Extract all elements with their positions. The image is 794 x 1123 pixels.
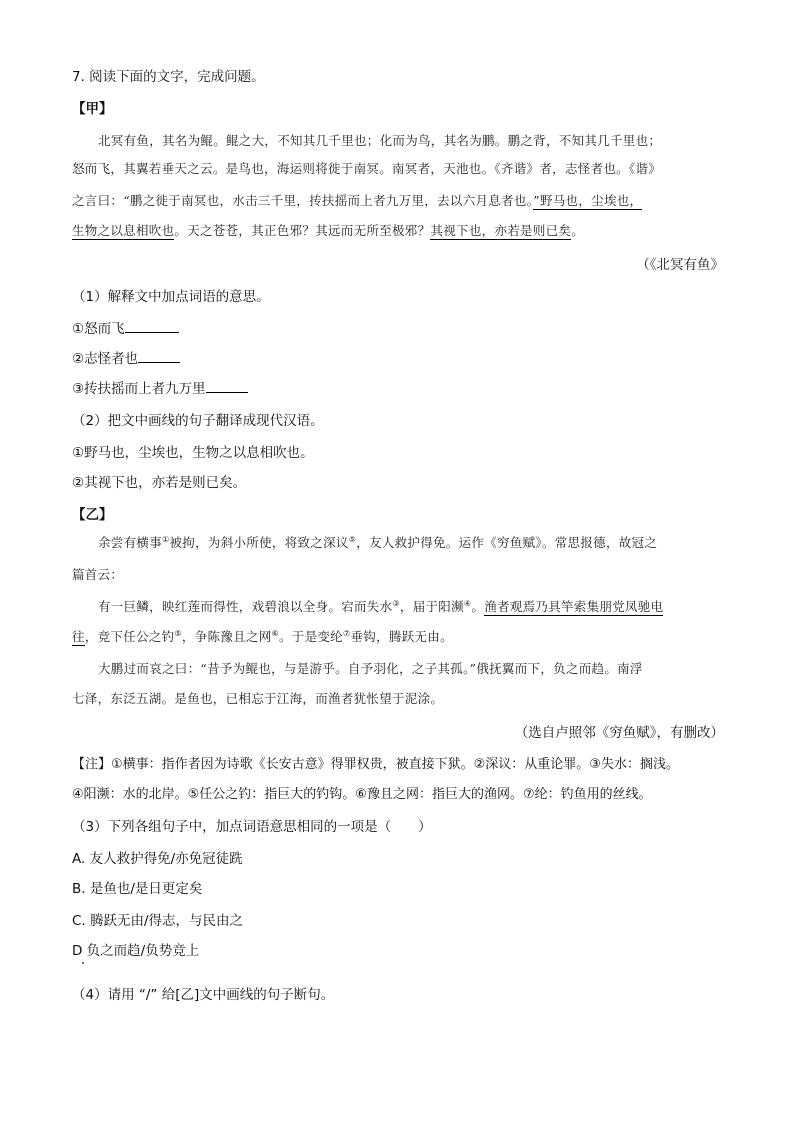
question-title: 7. 阅读下面的文字，完成问题。 <box>72 69 265 85</box>
footnote-marker: ① <box>162 534 170 544</box>
yi-para-1-line-2: 篇首云： <box>72 567 124 582</box>
yi-p2-c: 。 <box>471 599 485 614</box>
answer-blank-3[interactable] <box>206 378 248 393</box>
yi-para-1-line-1 <box>72 532 724 554</box>
section-jia-heading: 【甲】 <box>72 101 113 117</box>
section-yi-heading: 【乙】 <box>72 507 113 523</box>
sub1-item-3-text: ③抟扶摇而上者九万里 <box>72 381 206 397</box>
yi-para-3-line-2: 七泽，东泛五湖。是鱼也，已相忘于江海，而渔者犹怅望于泥涂。 <box>72 691 444 706</box>
yi-underlined-sentence: 渔者观焉乃具竿索集朋党凤驰电 <box>484 599 664 614</box>
jia-text-line-2: 怒而飞，其翼若垂天之云。是鸟也，海运则将徙于南冥。南冥者，天池也。《齐谐》者，志怪者也。《谐》 <box>72 161 662 176</box>
sub1-item-2-text: ②志怪者也 <box>72 351 139 367</box>
answer-blank-1[interactable] <box>125 318 179 333</box>
footnote-marker: ④ <box>463 598 472 608</box>
notes-line-1: 【注】①横事：指作者因为诗歌《长安古意》得罪权贵，被直接下狱。②深议：从重论罪。③失水：搁浅。 <box>72 757 679 772</box>
footnote-marker: ⑥ <box>271 628 279 638</box>
jia-text-line-3 <box>72 190 724 212</box>
option-c[interactable]: C. 腾跃无由/得志，与民由之 <box>72 913 244 929</box>
answer-blank-2[interactable] <box>138 348 180 363</box>
yi-p1-a: 余尝有横事 <box>98 535 163 550</box>
sub1-item-1 <box>72 318 724 340</box>
footnote-marker: ③ <box>392 598 400 608</box>
yi-p2-b: ，届于阳濒 <box>399 599 464 614</box>
footnote-marker: ⑤ <box>348 534 357 544</box>
yi-p2-f: 。于是变纶 <box>279 629 344 644</box>
yi-p1-b: 被拘，为斜小所使，将致之深议 <box>169 535 349 550</box>
stray-dot <box>82 962 84 964</box>
yi-p2-g: 垂钩，腾跃无由。 <box>350 629 453 644</box>
jia-text-line-4 <box>72 220 724 242</box>
yi-underlined-sentence-end: 往 <box>72 629 85 644</box>
footnote-marker: ⑤ <box>174 628 182 638</box>
jia-source: （《北冥有鱼》 <box>636 257 724 273</box>
sub2-item-2: ②其视下也，亦若是则已矣。 <box>72 475 247 491</box>
sub-question-4: （4）请用 “/” 给[乙]文中画线的句子断句。 <box>72 987 335 1003</box>
jia-underlined-sentence-2: 其视下也，亦若是则已矣 <box>430 223 572 238</box>
sub-question-2: （2）把文中画线的句子翻译成现代汉语。 <box>72 413 324 429</box>
jia-text-line-4-mid: 。天之苍苍，其正色邪？其远而无所至极邪？ <box>174 223 431 238</box>
sub1-item-1-text: ①怒而飞 <box>72 321 125 337</box>
yi-para-2-line-1 <box>72 596 724 618</box>
yi-p2-e: ，争陈豫且之网 <box>181 629 272 644</box>
option-d[interactable]: D 负之而趋/负势竞上 <box>72 943 200 959</box>
sub1-item-2 <box>72 348 724 370</box>
footnote-marker: ⑦ <box>343 628 351 638</box>
yi-para-3-line-1: 大鹏过而哀之曰：“昔予为鲲也，与是游乎。自予羽化，之子其孤。”俄抚翼而下，负之而趋。南浮 <box>98 661 643 676</box>
jia-text-line-1: 北冥有鱼，其名为鲲。鲲之大，不知其几千里也；化而为鸟，其名为鹏。鹏之背，不知其几千里也； <box>98 133 662 148</box>
sub-question-3: （3）下列各组句子中，加点词语意思相同的一项是（ ） <box>72 819 432 835</box>
jia-underlined-sentence-part-1: ”野马也，尘埃也， <box>533 193 643 208</box>
jia-text-line-4-end: 。 <box>571 223 585 238</box>
sub1-item-3 <box>72 378 724 400</box>
jia-underlined-sentence-part-2: 生物之以息相吹也 <box>72 223 175 238</box>
notes-line-2: ④阳濒：水的北岸。⑤任公之钓：指巨大的钓钩。⑥豫且之网：指巨大的渔网。⑦纶：钓鱼用的丝线。 <box>72 787 652 802</box>
yi-p2-d: ，竞下任公之钓 <box>84 629 175 644</box>
option-b[interactable]: B. 是鱼也/是日更定矣 <box>72 881 203 897</box>
yi-p1-c: ，友人救护得免。运作《穷鱼赋》。常思报德，故冠之 <box>356 535 658 550</box>
yi-source: （选自卢照邻《穷鱼赋》，有删改） <box>514 725 724 741</box>
yi-para-2-line-2 <box>72 626 724 648</box>
option-a[interactable]: A. 友人救护得免/亦免冠徒跣 <box>72 851 243 867</box>
jia-text-line-3-plain: 之言曰：“鹏之徙于南冥也，水击三千里，抟扶摇而上者九万里，去以六月息者也。 <box>72 193 534 208</box>
sub2-item-1: ①野马也，尘埃也，生物之以息相吹也。 <box>72 445 314 461</box>
yi-p2-a: 有一巨鳞，映红莲而得性，戏碧浪以全身。宕而失水 <box>98 599 393 614</box>
sub-question-1: （1）解释文中加点词语的意思。 <box>72 289 270 305</box>
